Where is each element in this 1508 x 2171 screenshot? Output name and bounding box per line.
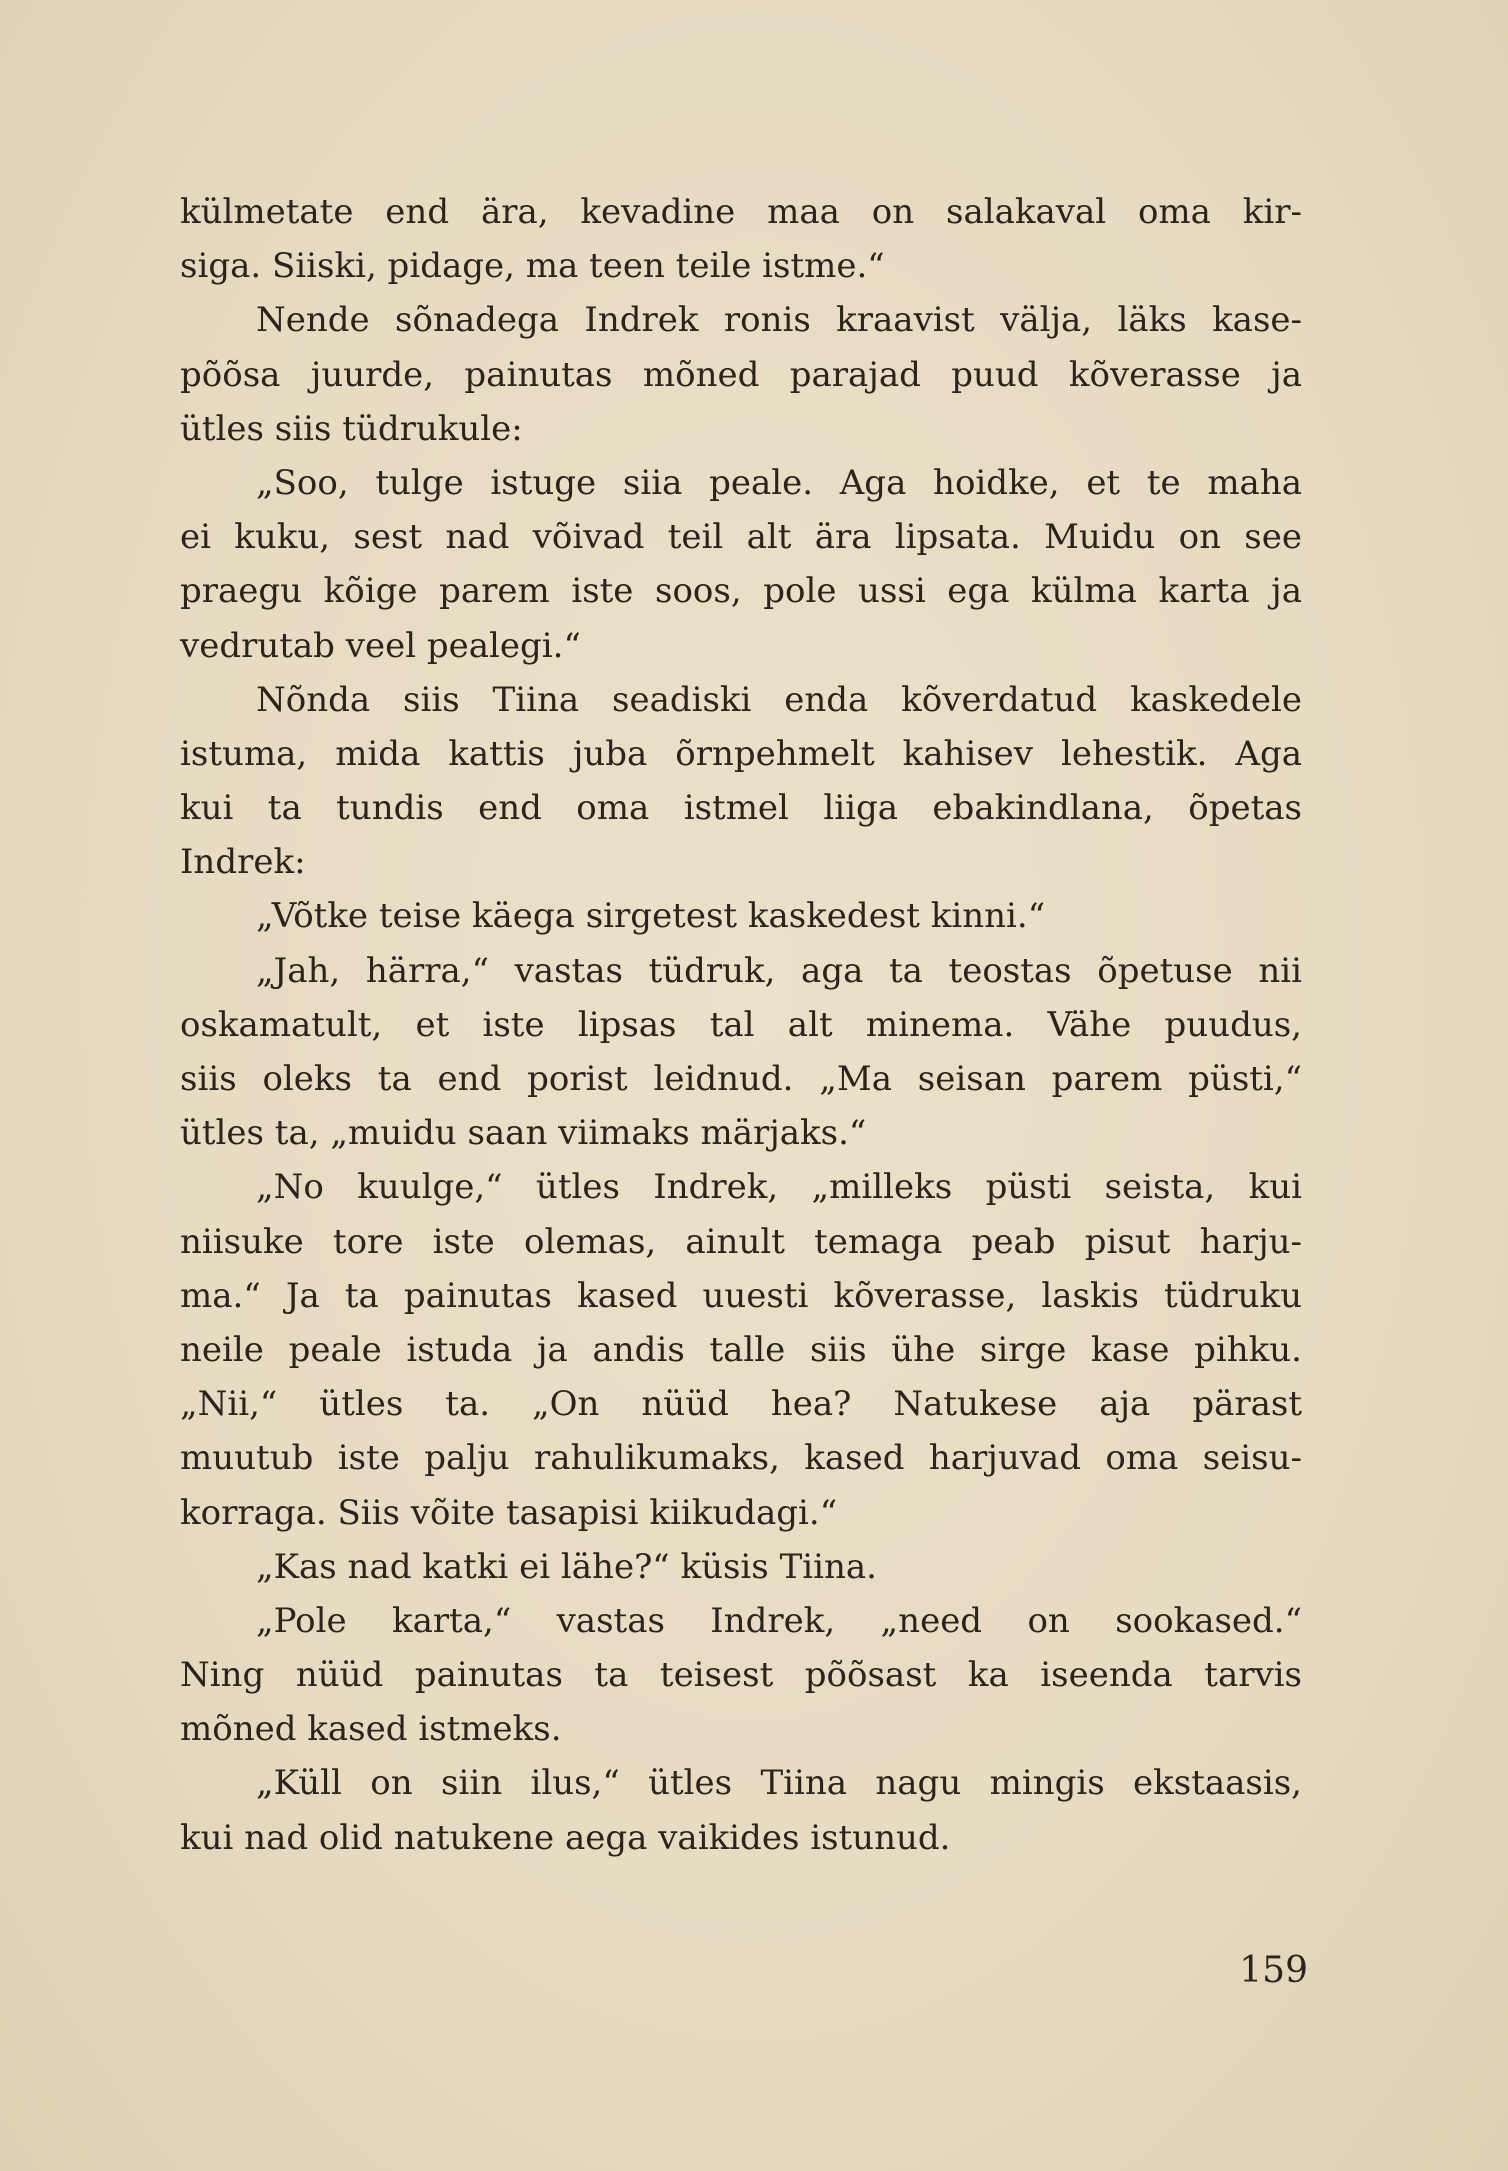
text-line: „Küll on siin ilus,“ ütles Tiina nagu mingis ekstaasis, [256, 1763, 1302, 1804]
text-line: istuma, mida kattis juba õrnpehmelt kahisev lehestik. Aga [180, 733, 1302, 774]
text-line: niisuke tore iste olemas, ainult temaga peab pisut harju- [180, 1221, 1302, 1262]
text-line: „Soo, tulge istuge siia peale. Aga hoidke, et te maha [256, 462, 1302, 503]
text-line: „Võtke teise käega sirgetest kaskedest kinni.“ [256, 896, 1046, 937]
text-line: põõsa juurde, painutas mõned parajad puud kõverasse ja [180, 354, 1302, 395]
text-line: Indrek: [180, 842, 306, 883]
text-line: ei kuku, sest nad võivad teil alt ära lipsata. Muidu on see [180, 517, 1302, 558]
body-text [180, 185, 1302, 1865]
text-line: vedrutab veel pealegi.“ [180, 625, 581, 666]
text-line: külmetate end ära, kevadine maa on salakaval oma kir- [180, 192, 1302, 232]
text-line: ütles ta, „muidu saan viimaks märjaks.“ [180, 1113, 867, 1154]
text-line: „Kas nad katki ei lähe?“ küsis Tiina. [256, 1546, 877, 1587]
text-line: korraga. Siis võite tasapisi kiikudagi.“ [180, 1492, 838, 1533]
text-line: muutub iste palju rahulikumaks, kased harjuvad oma seisu- [180, 1438, 1302, 1479]
text-line: siga. Siiski, pidage, ma teen teile istme.“ [180, 246, 885, 287]
text-line: oskamatult, et iste lipsas tal alt minema. Vähe puudus, [180, 1004, 1302, 1045]
text-line: neile peale istuda ja andis talle siis ühe sirge kase pihku. [180, 1329, 1302, 1370]
text-line: Nõnda siis Tiina seadiski enda kõverdatud kaskedele [256, 679, 1302, 720]
text-line: Nende sõnadega Indrek ronis kraavist välja, läks kase- [256, 300, 1302, 341]
text-line: Ning nüüd painutas ta teisest põõsast ka iseenda tarvis [180, 1655, 1302, 1696]
text-line: ütles siis tüdrukule: [180, 408, 523, 449]
page-number: 159 [1239, 1950, 1308, 1991]
text-line: mõned kased istmeks. [180, 1709, 562, 1750]
text-line: „Jah, härra,“ vastas tüdruk, aga ta teostas õpetuse nii [256, 950, 1302, 991]
text-line: kui ta tundis end oma istmel liiga ebakindlana, õpetas [180, 788, 1302, 829]
text-line: „Nii,“ ütles ta. „On nüüd hea? Natukese aja pärast [180, 1384, 1302, 1425]
text-line: siis oleks ta end porist leidnud. „Ma seisan parem püsti,“ [180, 1059, 1302, 1099]
text-line: kui nad olid natukene aega vaikides istunud. [180, 1817, 951, 1858]
text-line: praegu kõige parem iste soos, pole ussi ega külma karta ja [180, 571, 1302, 612]
text-line: ma.“ Ja ta painutas kased uuesti kõverasse, laskis tüdruku [180, 1275, 1302, 1316]
text-line: „Pole karta,“ vastas Indrek, „need on sookased.“ [256, 1600, 1302, 1641]
text-line: „No kuulge,“ ütles Indrek, „milleks püsti seista, kui [256, 1167, 1302, 1208]
